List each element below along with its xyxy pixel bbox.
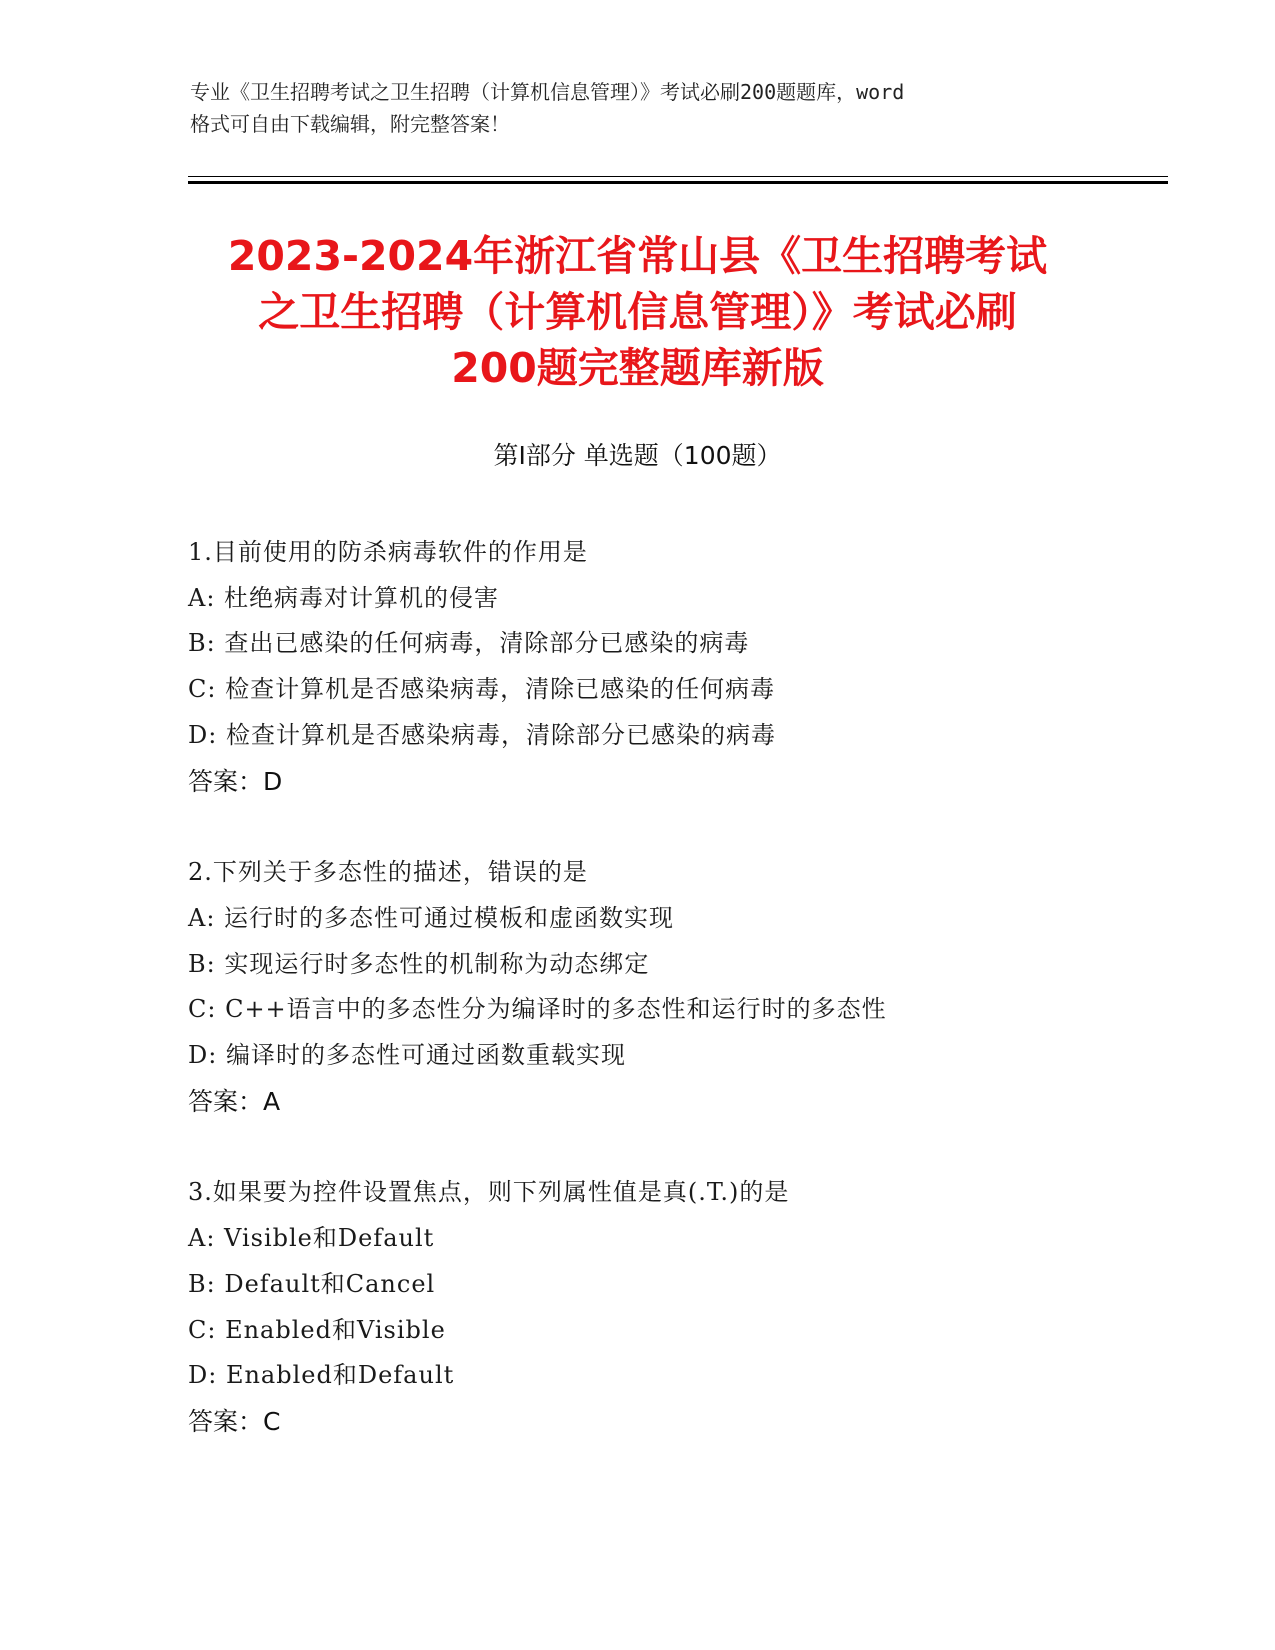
section-heading: 第Ⅰ部分 单选题（100题） (493, 441, 782, 470)
option-b: B: 实现运行时多态性的机制称为动态绑定 (188, 949, 650, 978)
option-a: A: 杜绝病毒对计算机的侵害 (188, 583, 500, 612)
header-divider-thin (188, 176, 1168, 177)
question-1 (188, 530, 1188, 804)
option-b: B: Default和Cancel (188, 1269, 436, 1298)
question-stem: 1.目前使用的防杀病毒软件的作用是 (188, 538, 588, 566)
document-title (140, 228, 1135, 396)
header-note (190, 76, 1090, 140)
option-d: D: 检查计算机是否感染病毒，清除部分已感染的病毒 (188, 720, 776, 749)
option-b: B: 查出已感染的任何病毒，清除部分已感染的病毒 (188, 629, 750, 658)
answer: 答案：C (188, 1406, 281, 1436)
question-list (188, 530, 1188, 1491)
header-note-line-1: 专业《卫生招聘考试之卫生招聘（计算机信息管理）》考试必刷200题题库，word (190, 80, 905, 104)
header-divider-thick (188, 181, 1168, 184)
option-d: D: Enabled和Default (188, 1361, 455, 1390)
answer: 答案：D (188, 766, 283, 796)
question-2 (188, 850, 1188, 1124)
answer: 答案：A (188, 1086, 281, 1116)
question-3 (188, 1170, 1188, 1444)
document-title-line-3: 200题完整题库新版 (451, 344, 824, 392)
option-a: A: 运行时的多态性可通过模板和虚函数实现 (188, 903, 675, 932)
option-d: D: 编译时的多态性可通过函数重载实现 (188, 1041, 626, 1070)
header-note-line-2: 格式可自由下载编辑，附完整答案！ (190, 112, 510, 136)
option-c: C: Enabled和Visible (188, 1315, 446, 1344)
question-stem: 3.如果要为控件设置焦点，则下列属性值是真(.T.)的是 (188, 1178, 790, 1207)
option-c: C: 检查计算机是否感染病毒，清除已感染的任何病毒 (188, 675, 776, 704)
option-a: A: Visible和Default (188, 1224, 435, 1253)
question-stem: 2.下列关于多态性的描述，错误的是 (188, 858, 588, 887)
document-title-line-2: 之卫生招聘（计算机信息管理）》考试必刷 (258, 288, 1017, 336)
option-c: C: C++语言中的多态性分为编译时的多态性和运行时的多态性 (188, 995, 887, 1024)
document-title-line-1: 2023-2024年浙江省常山县《卫生招聘考试 (227, 232, 1048, 280)
